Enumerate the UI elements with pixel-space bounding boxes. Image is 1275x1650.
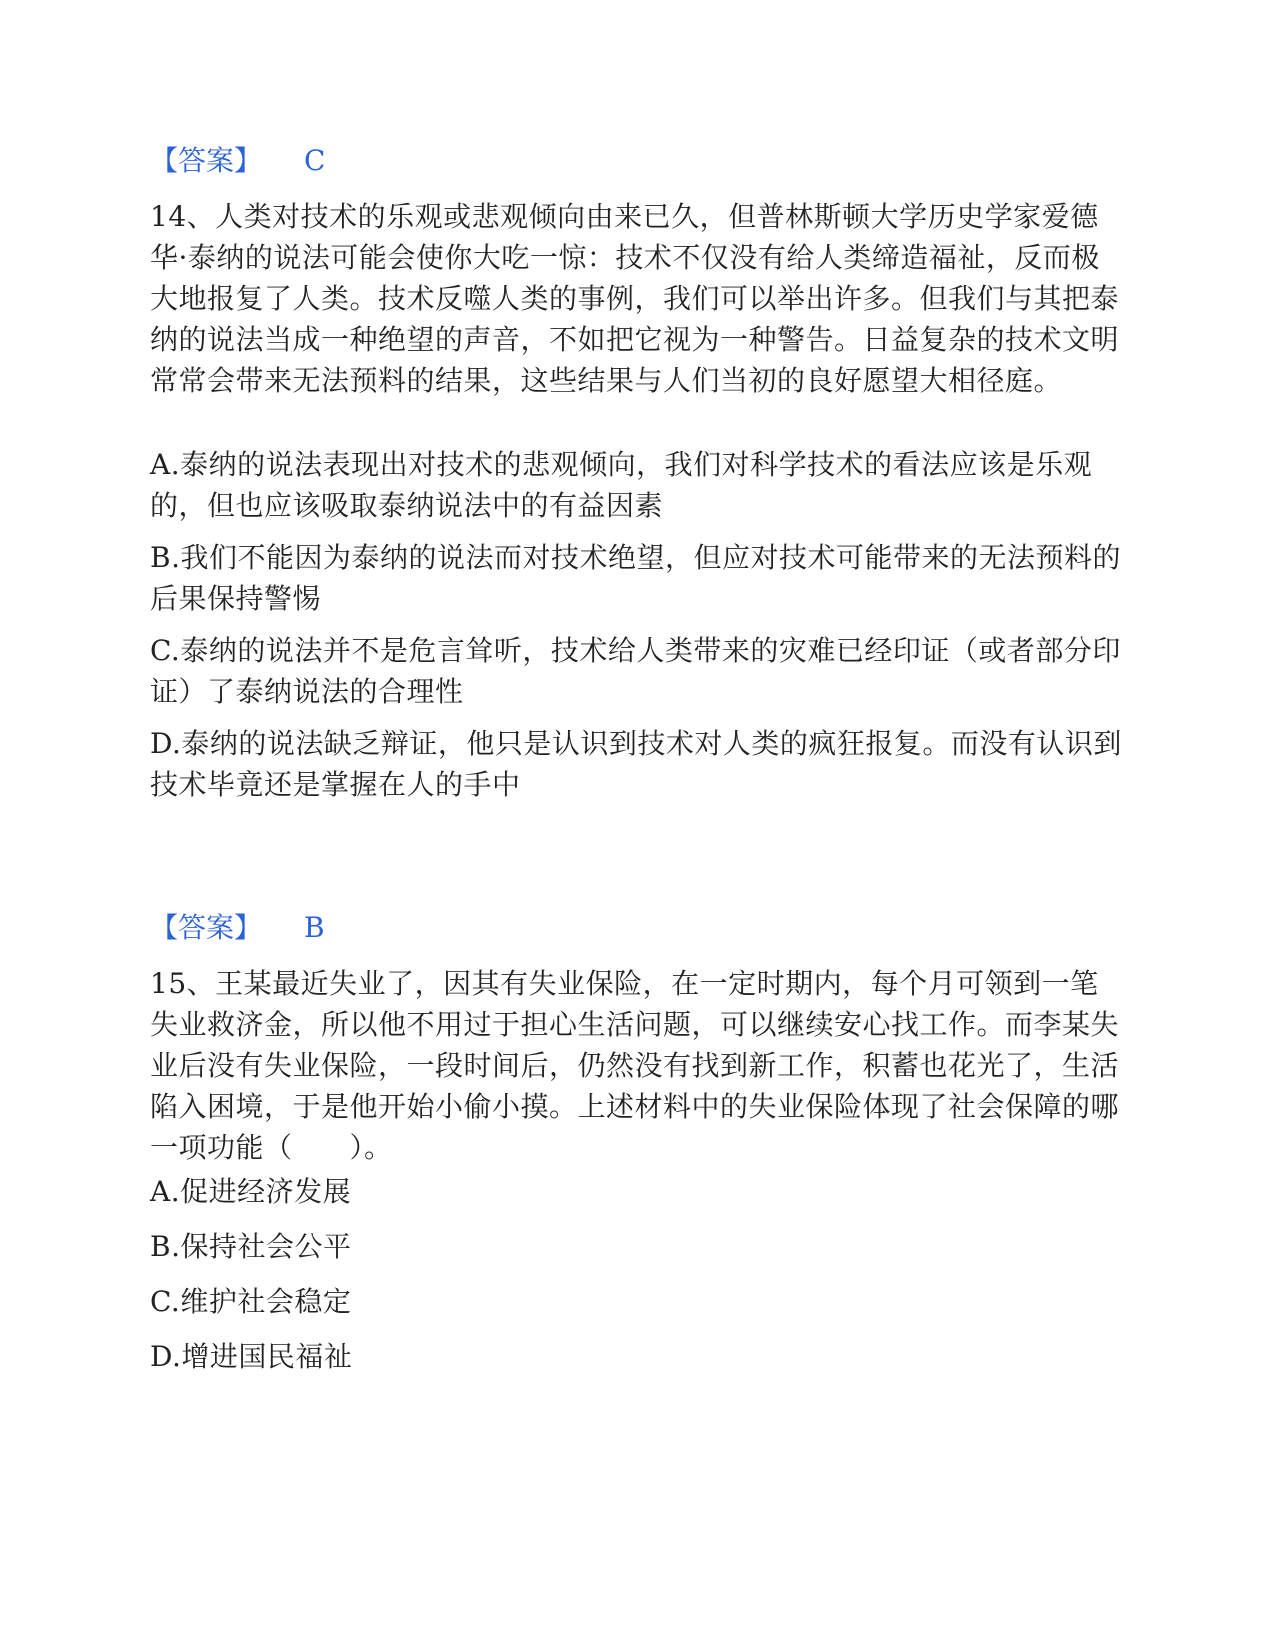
q14-option-b [150, 537, 1125, 619]
option-key: D. [150, 727, 182, 760]
answer-label: 【答案】 [150, 144, 263, 177]
option-text: 泰纳的说法缺乏辩证，他只是认识到技术对人类的疯狂报复。而没有认识到技术毕竟还是掌握在人的手中 [150, 727, 1122, 801]
option-key: C. [150, 1285, 181, 1318]
option-key: A. [150, 448, 181, 481]
q14-option-c [150, 630, 1125, 712]
q15-option-a [150, 1171, 1125, 1212]
option-text: 促进经济发展 [180, 1175, 352, 1208]
option-text: 增进国民福祉 [181, 1340, 353, 1373]
option-key: A. [150, 1175, 181, 1208]
answer-line-q13 [150, 141, 325, 181]
option-key: D. [150, 1340, 182, 1373]
q15-option-d [150, 1336, 1125, 1377]
question-15-text: 15、王某最近失业了，因其有失业保险，在一定时期内，每个月可领到一笔失业救济金，所以他不用过于担心生活问题，可以继续安心找工作。而李某失业后没有失业保险，一段时间后，仍然没有找到新工作，积蓄也花光了，生活陷入困境，于是他开始小偷小摸。上述材料中的失业保险体现了社会保障的哪一项功能（ ）。 [150, 967, 1120, 1164]
question-14-text: 14、人类对技术的乐观或悲观倾向由来已久，但普林斯顿大学历史学家爱德华·泰纳的说法可能会使你大吃一惊：技术不仅没有给人类缔造福祉，反而极大地报复了人类。技术反噬人类的事例，我们可以举出许多。但我们与其把泰纳的说法当成一种绝望的声音，不如把它视为一种警告。日益复杂的技术文明常常会带来无法预料的结果，这些结果与人们当初的良好愿望大相径庭。 [150, 200, 1120, 397]
answer-line-q14 [150, 908, 325, 948]
option-text: 泰纳的说法表现出对技术的悲观倾向，我们对科学技术的看法应该是乐观的，但也应该吸取泰纳说法中的有益因素 [150, 448, 1093, 522]
answer-label: 【答案】 [150, 911, 263, 944]
q14-option-d [150, 723, 1125, 805]
option-text: 我们不能因为泰纳的说法而对技术绝望，但应对技术可能带来的无法预料的后果保持警惕 [150, 541, 1121, 615]
q15-option-c [150, 1281, 1125, 1322]
option-key: B. [150, 541, 181, 574]
option-text: 保持社会公平 [180, 1230, 352, 1263]
option-key: C. [150, 634, 181, 667]
q14-option-a [150, 444, 1125, 526]
q15-option-b [150, 1226, 1125, 1267]
answer-value: C [304, 144, 326, 177]
option-key: B. [150, 1230, 181, 1263]
answer-value: B [304, 911, 325, 944]
option-text: 泰纳的说法并不是危言耸听，技术给人类带来的灾难已经印证（或者部分印证）了泰纳说法的合理性 [150, 634, 1121, 708]
option-text: 维护社会稳定 [180, 1285, 352, 1318]
